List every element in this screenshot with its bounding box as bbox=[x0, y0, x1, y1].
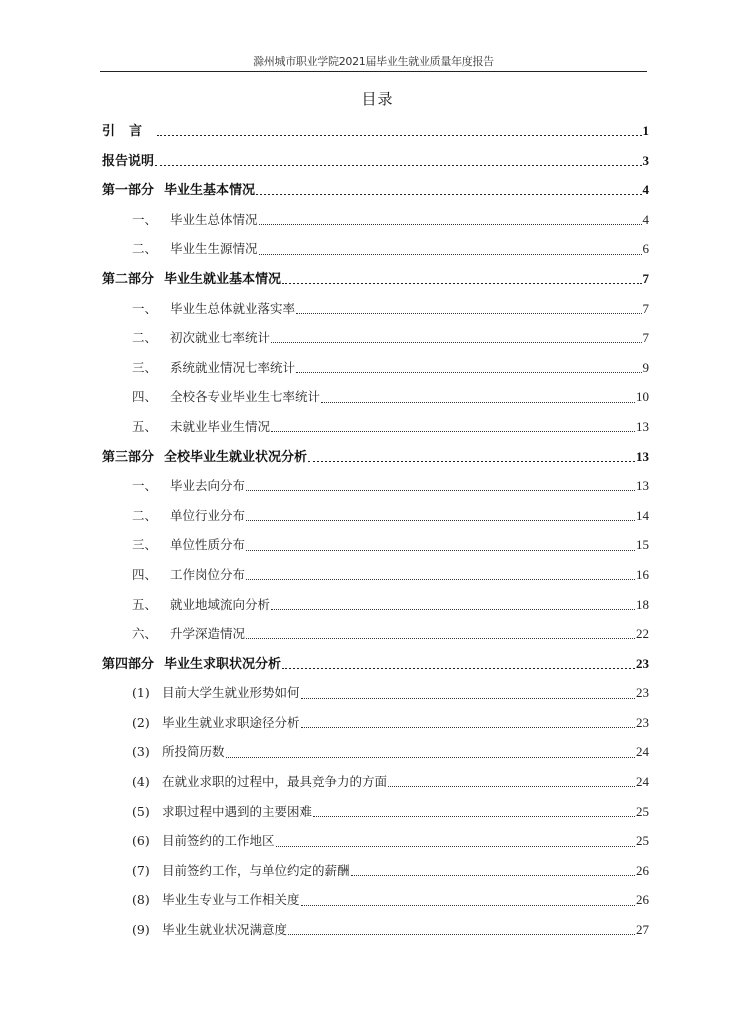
toc-entry[interactable] bbox=[102, 294, 649, 324]
toc-entry-number: (7) bbox=[132, 862, 150, 878]
dot-leader bbox=[282, 668, 635, 669]
toc-entry-label bbox=[132, 619, 245, 649]
dot-leader bbox=[301, 905, 635, 906]
toc-entry-text: 毕业生总体就业落实率 bbox=[170, 300, 296, 316]
toc-entry-label bbox=[132, 234, 258, 264]
toc-entry-page: 27 bbox=[636, 922, 649, 938]
toc-entry-text: 毕业生就业状况满意度 bbox=[162, 922, 288, 938]
toc-entry-label bbox=[102, 650, 281, 680]
toc-entry-label bbox=[132, 205, 258, 235]
toc-entry-number: 第二部分 bbox=[102, 271, 155, 287]
toc-entry-page: 15 bbox=[636, 537, 649, 553]
toc-entry-label bbox=[132, 501, 245, 531]
toc-entry-label bbox=[132, 767, 387, 797]
toc-entry[interactable] bbox=[102, 471, 649, 501]
toc-entry-page: 13 bbox=[636, 418, 649, 434]
toc-entry-text: 就业地域流向分析 bbox=[170, 596, 271, 612]
toc-entry-label bbox=[132, 560, 245, 590]
toc-entry-label bbox=[102, 443, 307, 473]
toc-entry-number: 一、 bbox=[132, 300, 158, 316]
toc-entry-number: 引言 bbox=[102, 124, 157, 139]
toc-entry-page: 16 bbox=[636, 566, 649, 582]
toc-entry-text: 升学深造情况 bbox=[170, 626, 246, 642]
toc-entry[interactable] bbox=[102, 708, 649, 738]
dot-leader bbox=[388, 786, 635, 787]
dot-leader bbox=[301, 698, 635, 699]
toc-entry[interactable] bbox=[102, 116, 649, 146]
toc-title: 目录 bbox=[361, 90, 394, 108]
toc-entry[interactable] bbox=[102, 797, 649, 827]
dot-leader bbox=[246, 638, 635, 639]
toc-entry-number: (1) bbox=[132, 685, 150, 701]
header-rule bbox=[100, 71, 647, 72]
toc-entry-number: (9) bbox=[132, 922, 150, 938]
dot-leader bbox=[271, 342, 641, 343]
toc-entry-label bbox=[102, 117, 156, 147]
toc-entry-label bbox=[102, 176, 255, 206]
dot-leader bbox=[256, 194, 641, 195]
toc-entry-label bbox=[132, 826, 275, 856]
toc-entry-text: 毕业生就业求职途径分析 bbox=[162, 714, 300, 730]
toc-entry-page: 23 bbox=[636, 685, 649, 701]
toc-entry-page: 13 bbox=[636, 448, 649, 464]
toc-entry-page: 10 bbox=[636, 389, 649, 405]
toc-entry-page: 25 bbox=[636, 833, 649, 849]
toc-entry-number: 五、 bbox=[132, 418, 158, 434]
toc-entry-text: 工作岗位分布 bbox=[170, 566, 246, 582]
dot-leader bbox=[301, 727, 635, 728]
toc-entry[interactable] bbox=[102, 560, 649, 590]
toc-entry-text: 在就业求职的过程中，最具竞争力的方面 bbox=[162, 774, 388, 790]
toc-entry-number: (5) bbox=[132, 803, 150, 819]
dot-leader bbox=[246, 490, 635, 491]
toc-entry-text: 报告说明 bbox=[102, 153, 155, 169]
toc-entry-page: 4 bbox=[642, 182, 649, 198]
toc-entry-number: 第一部分 bbox=[102, 183, 155, 199]
dot-leader bbox=[282, 283, 641, 284]
toc-entry-label bbox=[132, 353, 295, 383]
toc-entry-number: 二、 bbox=[132, 330, 158, 346]
table-of-contents bbox=[102, 116, 649, 945]
toc-entry-number: 四、 bbox=[132, 389, 158, 405]
toc-entry[interactable] bbox=[102, 501, 649, 531]
dot-leader bbox=[296, 313, 641, 314]
toc-entry-number: 第三部分 bbox=[102, 449, 155, 465]
toc-entry-text: 毕业生总体情况 bbox=[170, 211, 258, 227]
toc-entry[interactable] bbox=[102, 619, 649, 649]
toc-entry-page: 25 bbox=[636, 803, 649, 819]
toc-entry[interactable] bbox=[102, 382, 649, 412]
toc-entry-label bbox=[102, 265, 281, 295]
toc-entry[interactable] bbox=[102, 264, 649, 294]
toc-entry-text: 目前签约的工作地区 bbox=[162, 833, 275, 849]
toc-entry-text: 毕业生基本情况 bbox=[164, 183, 256, 199]
toc-entry-number: 三、 bbox=[132, 359, 158, 375]
toc-entry[interactable] bbox=[102, 175, 649, 205]
toc-entry[interactable] bbox=[102, 915, 649, 945]
toc-entry-number: (2) bbox=[132, 714, 150, 730]
toc-entry-label bbox=[132, 323, 270, 353]
dot-leader bbox=[259, 254, 642, 255]
dot-leader bbox=[296, 372, 641, 373]
dot-leader bbox=[246, 550, 635, 551]
toc-entry-page: 13 bbox=[636, 478, 649, 494]
dot-leader bbox=[246, 579, 635, 580]
toc-entry-number: 一、 bbox=[132, 211, 158, 227]
toc-entry-text: 单位性质分布 bbox=[170, 537, 246, 553]
toc-entry-page: 3 bbox=[642, 152, 649, 168]
toc-entry-text: 系统就业情况七率统计 bbox=[170, 359, 296, 375]
toc-entry-number: 第四部分 bbox=[102, 656, 155, 672]
toc-entry[interactable] bbox=[102, 234, 649, 264]
toc-entry-text: 求职过程中遇到的主要困难 bbox=[162, 803, 313, 819]
toc-entry-text: 所投简历数 bbox=[162, 744, 225, 760]
toc-entry-number: 三、 bbox=[132, 537, 158, 553]
toc-entry[interactable] bbox=[102, 590, 649, 620]
dot-leader bbox=[259, 224, 642, 225]
toc-entry-page: 26 bbox=[636, 862, 649, 878]
toc-entry-number: (8) bbox=[132, 892, 150, 908]
toc-entry-number: 六、 bbox=[132, 626, 158, 642]
toc-entry-label bbox=[132, 530, 245, 560]
toc-entry-text: 毕业生专业与工作相关度 bbox=[162, 892, 300, 908]
toc-entry-text: 目前大学生就业形势如何 bbox=[162, 685, 300, 701]
toc-entry-text: 毕业去向分布 bbox=[170, 478, 246, 494]
toc-entry[interactable] bbox=[102, 146, 649, 176]
dot-leader bbox=[226, 757, 635, 758]
toc-entry-page: 9 bbox=[642, 359, 649, 375]
dot-leader bbox=[246, 520, 635, 521]
toc-entry[interactable] bbox=[102, 826, 649, 856]
dot-leader bbox=[351, 875, 635, 876]
dot-leader bbox=[271, 609, 635, 610]
toc-entry-page: 24 bbox=[636, 744, 649, 760]
toc-entry-page: 4 bbox=[642, 211, 649, 227]
toc-entry-page: 22 bbox=[636, 626, 649, 642]
toc-entry[interactable] bbox=[102, 530, 649, 560]
dot-leader bbox=[155, 165, 641, 166]
toc-entry-page: 18 bbox=[636, 596, 649, 612]
toc-entry-label bbox=[132, 708, 300, 738]
toc-entry-page: 1 bbox=[642, 123, 649, 138]
toc-entry-text: 全校毕业生就业状况分析 bbox=[164, 449, 308, 465]
toc-entry-text: 毕业生生源情况 bbox=[170, 241, 258, 257]
toc-entry-label bbox=[132, 471, 245, 501]
dot-leader bbox=[321, 402, 635, 403]
toc-entry-page: 7 bbox=[642, 300, 649, 316]
toc-entry-page: 26 bbox=[636, 892, 649, 908]
toc-entry-number: (3) bbox=[132, 744, 150, 760]
toc-entry-label bbox=[132, 885, 300, 915]
toc-entry[interactable] bbox=[102, 649, 649, 679]
dot-leader bbox=[308, 461, 635, 462]
toc-entry-number: 二、 bbox=[132, 507, 158, 523]
toc-entry-page: 7 bbox=[642, 270, 649, 286]
toc-entry-label bbox=[102, 147, 154, 177]
toc-entry-number: (4) bbox=[132, 774, 150, 790]
toc-entry-text: 全校各专业毕业生七率统计 bbox=[170, 389, 321, 405]
toc-entry-number: (6) bbox=[132, 833, 150, 849]
toc-entry-label bbox=[132, 382, 320, 412]
dot-leader bbox=[157, 135, 641, 136]
toc-entry[interactable] bbox=[102, 678, 649, 708]
toc-entry-label bbox=[132, 294, 295, 324]
toc-entry-label bbox=[132, 797, 312, 827]
toc-entry[interactable] bbox=[102, 353, 649, 383]
dot-leader bbox=[276, 846, 635, 847]
toc-entry-page: 23 bbox=[636, 714, 649, 730]
toc-entry-page: 14 bbox=[636, 507, 649, 523]
toc-entry-text: 单位行业分布 bbox=[170, 507, 246, 523]
toc-entry[interactable] bbox=[102, 767, 649, 797]
toc-entry-page: 6 bbox=[642, 241, 649, 257]
toc-entry-text: 初次就业七率统计 bbox=[170, 330, 271, 346]
toc-entry[interactable] bbox=[102, 205, 649, 235]
dot-leader bbox=[288, 934, 635, 935]
toc-entry-label bbox=[132, 412, 270, 442]
running-header: 滁州城市职业学院2021届毕业生就业质量年度报告 bbox=[253, 55, 494, 68]
toc-entry-page: 24 bbox=[636, 774, 649, 790]
toc-entry-page: 7 bbox=[642, 330, 649, 346]
toc-entry-text: 目前签约工作，与单位约定的薪酬 bbox=[162, 862, 350, 878]
toc-entry-page: 23 bbox=[636, 655, 649, 671]
toc-entry[interactable] bbox=[102, 412, 649, 442]
toc-entry-number: 二、 bbox=[132, 241, 158, 257]
toc-entry-text: 未就业毕业生情况 bbox=[170, 418, 271, 434]
toc-entry[interactable] bbox=[102, 323, 649, 353]
toc-entry-number: 一、 bbox=[132, 478, 158, 494]
dot-leader bbox=[313, 816, 635, 817]
toc-entry[interactable] bbox=[102, 856, 649, 886]
dot-leader bbox=[271, 431, 635, 432]
toc-entry[interactable] bbox=[102, 442, 649, 472]
toc-entry-label bbox=[132, 915, 287, 945]
toc-entry[interactable] bbox=[102, 737, 649, 767]
toc-entry[interactable] bbox=[102, 885, 649, 915]
toc-entry-number: 四、 bbox=[132, 566, 158, 582]
toc-entry-text: 毕业生就业基本情况 bbox=[164, 271, 282, 287]
toc-entry-text: 毕业生求职状况分析 bbox=[164, 656, 282, 672]
toc-entry-label bbox=[132, 590, 270, 620]
toc-entry-label bbox=[132, 737, 225, 767]
toc-entry-label bbox=[132, 856, 350, 886]
toc-entry-label bbox=[132, 678, 300, 708]
toc-entry-number: 五、 bbox=[132, 596, 158, 612]
